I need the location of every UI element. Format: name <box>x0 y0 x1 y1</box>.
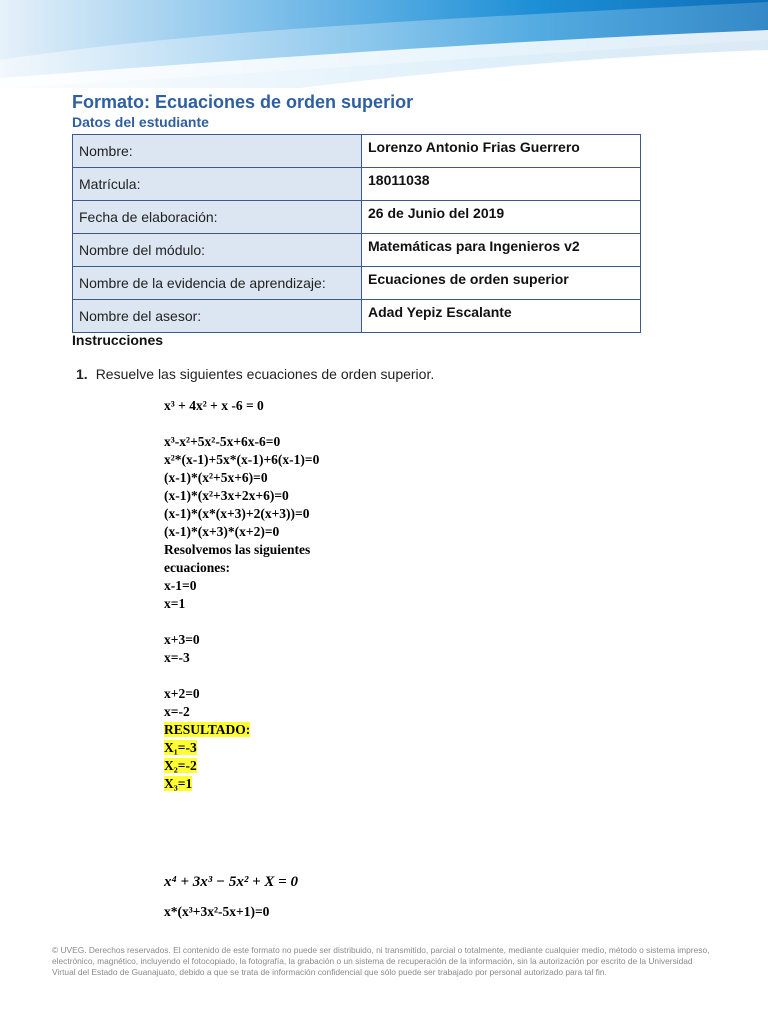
instruction-step <box>76 366 434 382</box>
table-row <box>73 135 641 168</box>
equation-1-text: x³ + 4x² + x -6 = 0 <box>164 398 264 413</box>
table-row <box>73 300 641 333</box>
header-banner <box>0 0 768 88</box>
result-value: X₁=-3 <box>164 740 197 755</box>
equation-2-step: x*(x³+3x²-5x+1)=0 <box>164 904 270 919</box>
equation-2: x⁴ + 3x³ − 5x² + X = 0 <box>164 874 298 890</box>
solution-step: x+2=0 <box>164 686 200 701</box>
solution-step: x³-x²+5x²-5x+6x-6=0 <box>164 434 281 449</box>
instructions-heading: Instrucciones <box>72 332 164 348</box>
table-row <box>73 168 641 201</box>
solution-step: (x-1)*(x²+3x+2x+6)=0 <box>164 488 289 503</box>
row-label: Fecha de elaboración: <box>73 201 362 234</box>
solution-step: (x-1)*(x+3)*(x+2)=0 <box>164 524 280 539</box>
table-row <box>73 267 641 300</box>
row-label: Nombre: <box>73 135 362 168</box>
result-value: X₃=1 <box>164 776 193 791</box>
row-label: Matrícula: <box>73 168 362 201</box>
row-label: Nombre del asesor: <box>73 300 362 333</box>
table-row <box>73 234 641 267</box>
solution-step <box>164 667 319 685</box>
copyright-footer: © UVEG. Derechos reservados. El contenido de este formato no puede ser distribuido, ni transmitido, parcial o totalmente, mediante cualquier medio, método o sistema impreso, electrónico, magnético, incluyendo el fotocopiado, la fotografía, la grabación o un sistema de recuperación de la información, sin la autorización por escrito de la Universidad Virtual del Estado de Guanajuato, debido a que se trata de información confidencial que sólo puede ser trabajado por personal autorizado para tal fin. <box>52 945 710 977</box>
solution-step: x=1 <box>164 596 186 611</box>
solution-step: x-1=0 <box>164 578 197 593</box>
section-title: Datos del estudiante <box>72 114 209 130</box>
solution-step: ecuaciones: <box>164 560 230 575</box>
row-value: Adad Yepiz Escalante <box>362 300 641 333</box>
student-info-table <box>72 134 641 333</box>
row-value: Ecuaciones de orden superior <box>362 267 641 300</box>
equation-1 <box>164 397 264 415</box>
step-number: 1. <box>76 366 88 382</box>
result-value: X₂=-2 <box>164 758 197 773</box>
step-text: Resuelve las siguientes ecuaciones de orden superior. <box>95 366 435 382</box>
row-value: Matemáticas para Ingenieros v2 <box>362 234 641 267</box>
row-value: 26 de Junio del 2019 <box>362 201 641 234</box>
solution-step: (x-1)*(x*(x+3)+2(x+3))=0 <box>164 506 310 521</box>
row-value: Lorenzo Antonio Frias Guerrero <box>362 135 641 168</box>
row-label: Nombre del módulo: <box>73 234 362 267</box>
row-label: Nombre de la evidencia de aprendizaje: <box>73 267 362 300</box>
solution-step: x=-2 <box>164 704 190 719</box>
solution-step <box>164 613 319 631</box>
solution-step: x=-3 <box>164 650 190 665</box>
solution-steps <box>164 433 319 793</box>
document-title: Formato: Ecuaciones de orden superior <box>72 92 414 112</box>
solution-step: x+3=0 <box>164 632 200 647</box>
solution-step: x²*(x-1)+5x*(x-1)+6(x-1)=0 <box>164 452 320 467</box>
table-row <box>73 201 641 234</box>
solution-step: (x-1)*(x²+5x+6)=0 <box>164 470 268 485</box>
result-label: RESULTADO: <box>164 722 251 737</box>
solution-step: Resolvemos las siguientes <box>164 542 311 557</box>
row-value: 18011038 <box>362 168 641 201</box>
